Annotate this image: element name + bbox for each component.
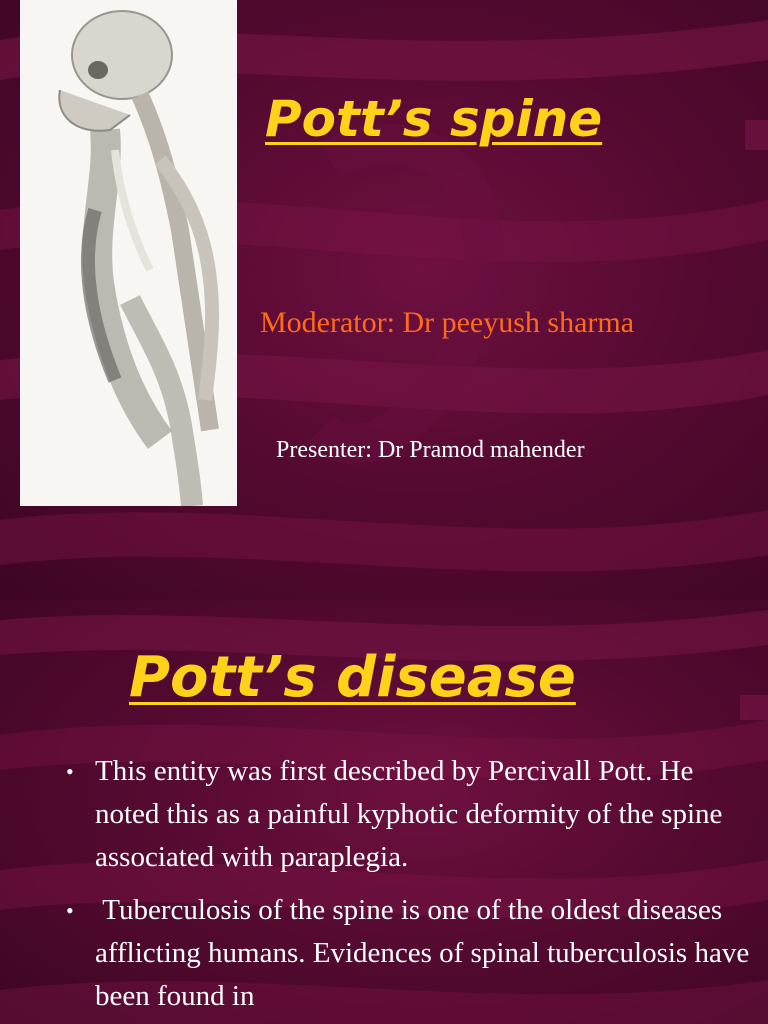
skeleton-illustration bbox=[20, 0, 237, 506]
bullet-text: This entity was first described by Percivall Pott. He noted this as a painful kyphotic deformity of the spine associated with paraplegia. bbox=[95, 755, 723, 873]
bullet-icon: • bbox=[66, 759, 74, 784]
slide-2 bbox=[0, 600, 768, 1024]
presenter-text: Presenter: Dr Pramod mahender bbox=[276, 437, 585, 463]
bullet-text: Tuberculosis of the spine is one of the oldest diseases afflicting humans. Evidences of spinal tuberculosis have been found in bbox=[95, 894, 757, 1012]
list-item bbox=[60, 889, 757, 1018]
list-item bbox=[60, 750, 750, 879]
bullet-icon: • bbox=[66, 898, 74, 923]
bullet-list bbox=[60, 750, 757, 1024]
slide-title: Pott’s disease bbox=[129, 645, 576, 710]
moderator-text: Moderator: Dr peeyush sharma bbox=[260, 306, 635, 339]
slide-title: Pott’s spine bbox=[265, 90, 603, 148]
skeleton-icon bbox=[20, 0, 237, 506]
